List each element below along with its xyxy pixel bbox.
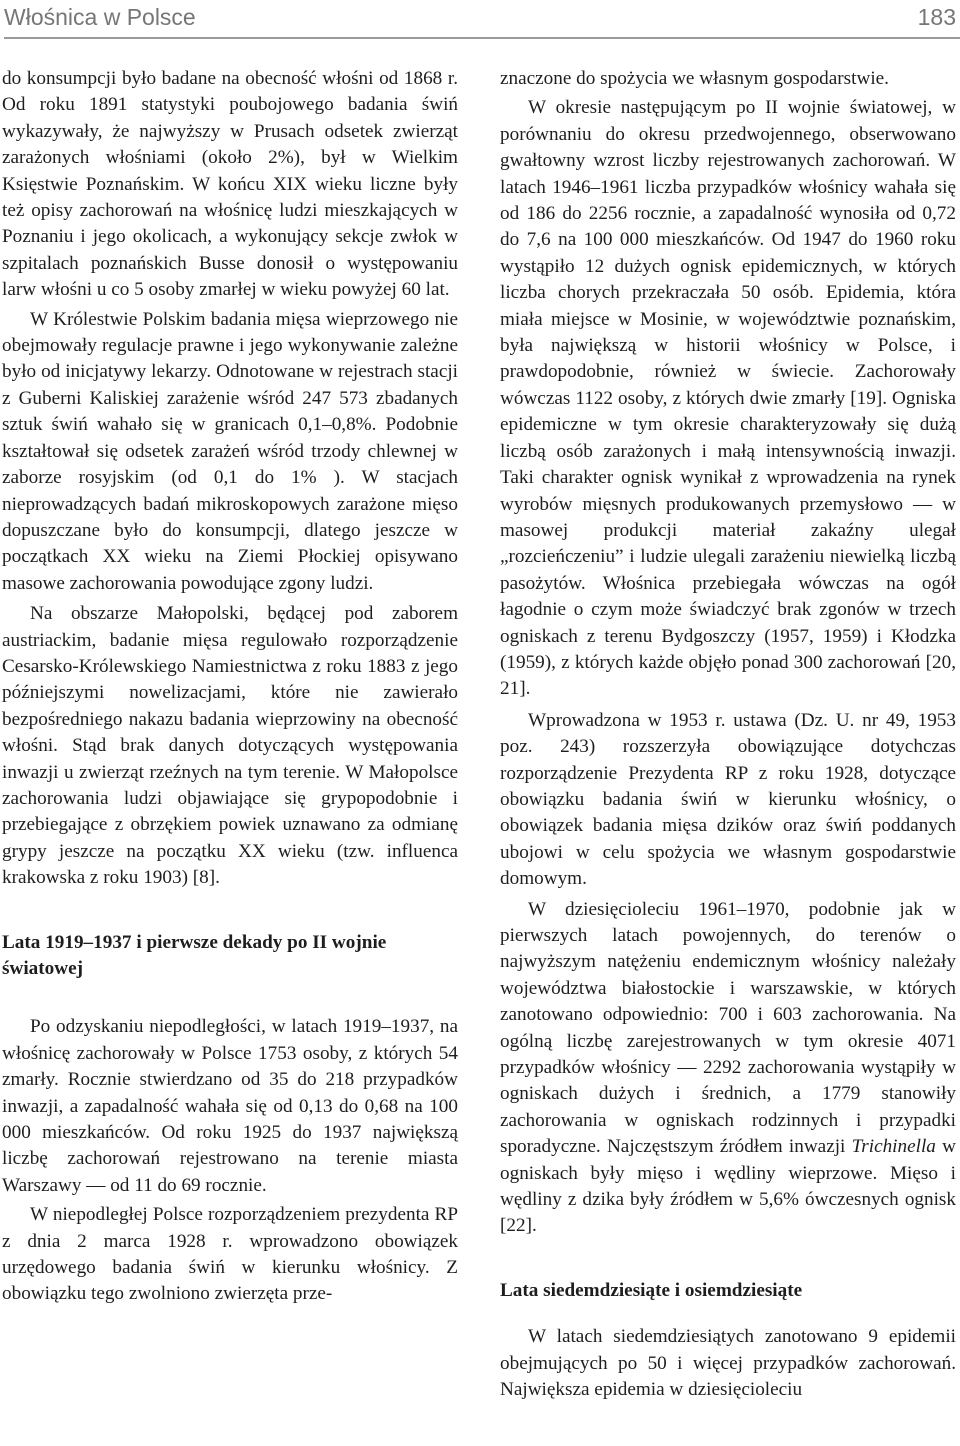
paragraph: znaczone do spożycia we własnym gospodarstwie. bbox=[500, 68, 889, 89]
running-head-title: Włośnica w Polsce bbox=[4, 4, 196, 30]
paragraph: W latach siedemdziesiątych zanotowano 9 epidemii obejmujących po 50 i więcej przypadków zachorowań. Największa epidemia w dziesięcioleciu bbox=[500, 1326, 956, 1401]
paragraph-text: w ogniskach były mięso i wędliny wieprzowe. Mięso i wędliny z dzika były źródłem w 5,6% ówczesnych ognisk [22]. bbox=[500, 1136, 956, 1237]
paragraph: W Królestwie Polskim badania mięsa wieprzowego nie obejmowały regulacje prawne i jego wykonywanie zależne było od inicjatywy lekarzy. Odnotowane w rejestrach stacji z Guberni Kaliskiej zarażenie wśród 247 573 zbadanych sztuk świń wahało się w granicach 0,1–0,8%. Podobnie kształtował się odsetek zarażeń wśród trzody chlewnej w zaborze rosyjskim (od 0,1 do 1% ). W stacjach nieprowadzących badań mikroskopowych zarażone mięso dopuszczane było do konsumpcji, dlatego jeszcze w początkach XX wieku na Ziemi Płockiej opisywano masowe zachorowania powodujące zgony ludzi. bbox=[2, 308, 458, 594]
header-rule bbox=[4, 37, 960, 39]
italic-term: Trichinella bbox=[851, 1136, 936, 1158]
paragraph: W okresie następującym po II wojnie światowej, w porównaniu do okresu przedwojennego, obserwowano gwałtowny wzrost liczby rejestrowanych zachorowań. W latach 1946–1961 liczba przypadków włośnicy wahała się od 186 do 2256 rocznie, a zapadalność wynosiła od 0,72 do 7,6 na 100 000 mieszkańców. Od 1947 do 1960 roku wystąpiło 12 dużych ognisk epidemicznych, w których liczba chorych przekraczała 50 osób. Epidemia, która miała miejsce w Mosinie, w województwie poznańskim, była największą w historii włośnicy w Polsce, i prawdopodobnie, również w świecie. Zachorowały wówczas 1122 osoby, z których dwie zmarły [19]. Ogniska epidemiczne w tym okresie charakteryzowały się dużą liczbą osób zarażonych i małą intensywnością inwazji. Taki charakter ognisk wynikał z wprowadzenia na rynek wyrobów mięsnych produkowanych przemysłowo — w masowej produkcji materiał zakaźny ulegał „rozcieńczeniu” i ludzie ulegali zarażeniu niewielką liczbą pasożytów. Włośnica przebiegała wówczas na ogół łagodnie o czym może świadczyć brak zgonów w trzech ogniskach z terenu Bydgoszczy (1957, 1959) i Kłodzka (1959), z których każde objęło ponad 300 zachorowań [20, 21]. bbox=[500, 97, 956, 700]
paragraph: Wprowadzona w 1953 r. ustawa (Dz. U. nr 49, 1953 poz. 243) rozszerzyła obowiązujące dotychczas rozporządzenie Prezydenta RP z roku 1928, dotyczące obowiązku badania świń w kierunku włośnicy, o obowiązek badania mięsa dzików oraz świń poddanych ubojowi w celu spożycia we własnym gospodarstwie domowym. bbox=[500, 709, 956, 890]
paragraph-text: W dziesięcioleciu 1961–1970, podobnie jak w pierwszych latach powojennych, do terenów o najwyższym natężeniu endemicznym włośnicy należały województwa białostockie i warszawskie, w których zanotowano odpowiednio: 700 i 603 zachorowania. Na ogólną liczbę zarejestrowanych w tym okresie 4071 przypadków włośnicy — 2292 zachorowania wystąpiły w ogniskach dużych i średnich, a 1779 stanowiły zachorowania w ogniskach rodzinnych i przypadki sporadyczne. Najczęstszym źródłem inwazji bbox=[500, 898, 956, 1158]
running-head bbox=[4, 0, 956, 34]
paragraph bbox=[500, 897, 956, 1240]
paragraph: do konsumpcji było badane na obecność włośni od 1868 r. Od roku 1891 statystyki poubojowego badania świń wykazywały, że najwyższy w Prusach odsetek zwierząt zarażonych włośniami (około 2%), był w Wielkim Księstwie Poznańskim. W końcu XIX wieku liczne były też opisy zachorowań na włośnicę ludzi mieszkających w Poznaniu i jego okolicach, a wykonujący sekcje zwłok w szpitalach poznańskich Busse donosił o występowaniu larw włośni u co 5 osoby zmarłej w wieku powyżej 60 lat. bbox=[2, 68, 458, 301]
paragraph: Na obszarze Małopolski, będącej pod zaborem austriackim, badanie mięsa regulowało rozporządzenie Cesarsko-Królewskiego Namiestnictwa z roku 1883 z jego późniejszymi nowelizacjami, które nie zawierało bezpośredniego nakazu badania wieprzowiny na obecność włośni. Stąd brak danych dotyczących występowania inwazji u zwierząt rzeźnych na tym terenie. W Małopolsce zachorowania ludzi objawiające się grypopodobnie i przebiegające z obrzękiem powiek uznawano za odmianę grypy jeszcze na początku XX wieku (tzw. influenca krakowska z roku 1903) [8]. bbox=[2, 603, 458, 889]
paragraph: W niepodległej Polsce rozporządzeniem prezydenta RP z dnia 2 marca 1928 r. wprowadzono obowiązek urzędowego badania świń w kierunku włośnicy. Z obowiązku tego zwolniono zwierzęta prze- bbox=[2, 1204, 458, 1305]
section-heading: Lata 1919–1937 i pierwsze dekady po II wojnie światowej bbox=[2, 931, 387, 979]
paragraph: Po odzyskaniu niepodległości, w latach 1919–1937, na włośnicę zachorowały w Polsce 1753 osoby, z których 54 zmarły. Rocznie stwierdzano od 35 do 218 przypadków inwazji, a zapadalność wahała się od 0,13 do 0,68 na 100 000 mieszkańców. Od roku 1925 do 1937 największą liczbę zachorowań rejestrowano na terenie miasta Warszawy — od 11 do 69 rocznie. bbox=[2, 1016, 458, 1196]
right-column bbox=[500, 66, 956, 1404]
left-column bbox=[2, 66, 458, 1308]
section-heading: Lata siedemdziesiąte i osiemdziesiąte bbox=[500, 1279, 803, 1301]
page-number: 183 bbox=[917, 4, 956, 30]
